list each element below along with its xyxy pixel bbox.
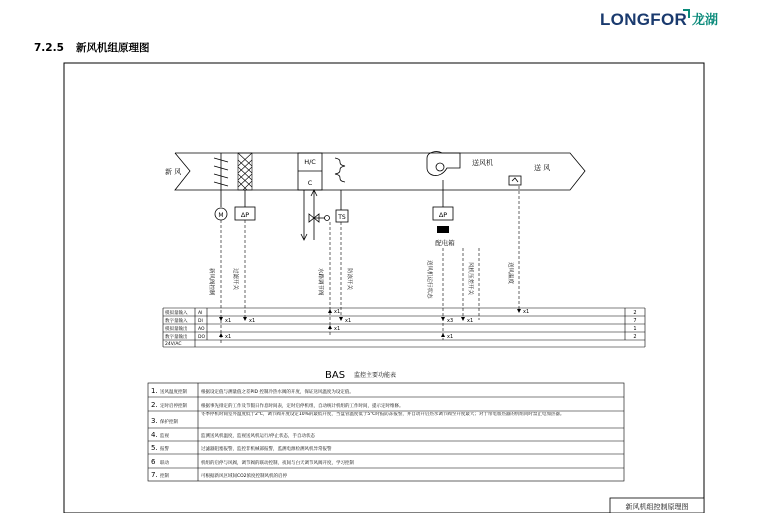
temp-sensor-icon: [509, 176, 521, 185]
io-mark: x3: [447, 318, 454, 324]
bas-row-name: 控制: [160, 474, 169, 479]
bas-row-name: 监视: [160, 434, 169, 439]
io-mark: x1: [225, 318, 232, 324]
fresh-air-label: 新 风: [165, 168, 182, 176]
io-row-total: 2: [633, 310, 637, 316]
io-row-total: 7: [633, 318, 637, 324]
io-row-name: 24V/AC: [165, 342, 182, 347]
valve-icon: [309, 214, 330, 222]
bas-row-name: 报警: [160, 447, 169, 452]
io-row-name: 数字量输出: [165, 335, 188, 340]
bas-row-name: 联动: [160, 461, 169, 466]
bas-row-index: 1.: [151, 387, 158, 395]
antifreeze-ts-label: TS: [338, 214, 346, 221]
io-row-name: 数字量输入: [165, 319, 188, 324]
bas-row-desc: 冬季停机时间室外温度低于2℃，调节阀开度设定10%的最低开度，当盘管温度低于5℃时报防冻报警，并自动开启热水调节阀至开度最大；对于带电加热器的机组同时禁止电加热器。: [201, 412, 565, 417]
bas-row-index: 2.: [151, 401, 158, 409]
io-row-code: DO: [198, 335, 206, 340]
supply-air-label: 送 风: [534, 164, 551, 172]
io-row-code: DI: [198, 319, 203, 324]
filter-dp-label: ΔP: [240, 211, 250, 219]
fan-label: 送风机: [472, 159, 493, 167]
vlabel-supply-temp: 送风温度: [507, 262, 513, 285]
damper-actuator-label: M: [218, 212, 224, 219]
bas-row-index: 3.: [151, 417, 158, 425]
io-mark: x1: [334, 326, 341, 332]
io-row-code: AI: [198, 311, 203, 316]
signal-lines: [221, 186, 519, 343]
io-mark: x1: [249, 318, 256, 324]
bas-row-desc: 监测送风机温度，监视送风机运行/停止状态，手自动状态: [201, 434, 316, 439]
io-marks: [225, 309, 529, 340]
title-block-text: 新风机组控制原理图: [625, 503, 689, 511]
drawing-border: [64, 63, 704, 513]
bas-rows: [151, 387, 623, 479]
io-row-total: 1: [633, 326, 637, 332]
bas-row-desc: 根据设定值与测量值之差PID 控制冷热水阀的开度，保证送风温度为设定值。: [201, 390, 354, 395]
io-mark: x1: [334, 309, 341, 315]
bas-row-index: 5.: [151, 444, 158, 452]
fan-dp-label: ΔP: [438, 211, 448, 219]
vlabel-valve: 水路调节阀: [317, 268, 323, 296]
bas-table: [148, 383, 624, 481]
bas-row-index: 4.: [151, 431, 158, 439]
io-mark: x1: [467, 318, 474, 324]
vertical-labels: [208, 260, 515, 299]
damper-icon: [214, 153, 228, 220]
io-table: [163, 308, 645, 347]
filter-icon: [238, 153, 252, 190]
logo-cn-text: 龙湖: [692, 12, 719, 27]
air-duct: [175, 153, 585, 190]
bas-row-desc: 可根据新风区域间CO2浓度控制风机的启停: [201, 474, 288, 479]
bas-row-index: 7.: [151, 471, 158, 479]
io-row-name: 模拟量输出: [165, 327, 188, 332]
bas-row-desc: 过滤器阻塞报警，监控非机械部报警，监测电源检测风机异常报警: [201, 447, 332, 452]
io-mark: x1: [523, 309, 530, 315]
bas-row-name: 送风温度控制: [160, 390, 187, 395]
bas-subtitle: 监控主要功能表: [354, 372, 397, 379]
vlabel-fan-status: 送风机运行状态: [426, 260, 432, 299]
vlabel-filter: 过滤开关: [232, 268, 238, 291]
vlabel-damper: 新风阀控制: [208, 268, 214, 296]
io-row-labels: [165, 309, 637, 347]
section-title: 新风机组原理图: [76, 42, 150, 54]
io-row-code: AO: [198, 327, 205, 332]
io-row-total: 2: [633, 334, 637, 340]
vlabel-antifreeze: 防冻开关: [346, 268, 352, 291]
coil-hc-label: H/C: [304, 158, 316, 166]
bas-row-name: 保护控制: [160, 420, 178, 425]
distribution-box-label: 配电箱: [435, 239, 455, 247]
fan-icon: [427, 152, 460, 176]
bas-row-desc: 机组的启停与风阀，调节阀的联动控制，夜间与白天调节风阀开度，学习控制: [201, 461, 354, 466]
logo-text: LONGFOR: [600, 10, 688, 29]
io-row-name: 模拟量输入: [165, 311, 188, 316]
distribution-box: [437, 226, 449, 233]
io-markers: [219, 309, 521, 337]
io-mark: x1: [447, 334, 454, 340]
bas-title: BAS: [325, 370, 346, 381]
bas-row-index: 6: [151, 458, 156, 466]
bas-row-name: 定时启停控制: [160, 404, 187, 409]
section-number: 7.2.5: [34, 42, 64, 54]
io-mark: x1: [225, 334, 232, 340]
coil-c-label: C: [307, 179, 313, 187]
bas-row-desc: 根据事先排定的工作及节假日作息时间表，定时启停机组，自动统计机组的工作时间，提示定时维修。: [201, 404, 404, 409]
vlabel-fan-dp: 风机压差开关: [467, 262, 473, 296]
io-mark: x1: [345, 318, 352, 324]
